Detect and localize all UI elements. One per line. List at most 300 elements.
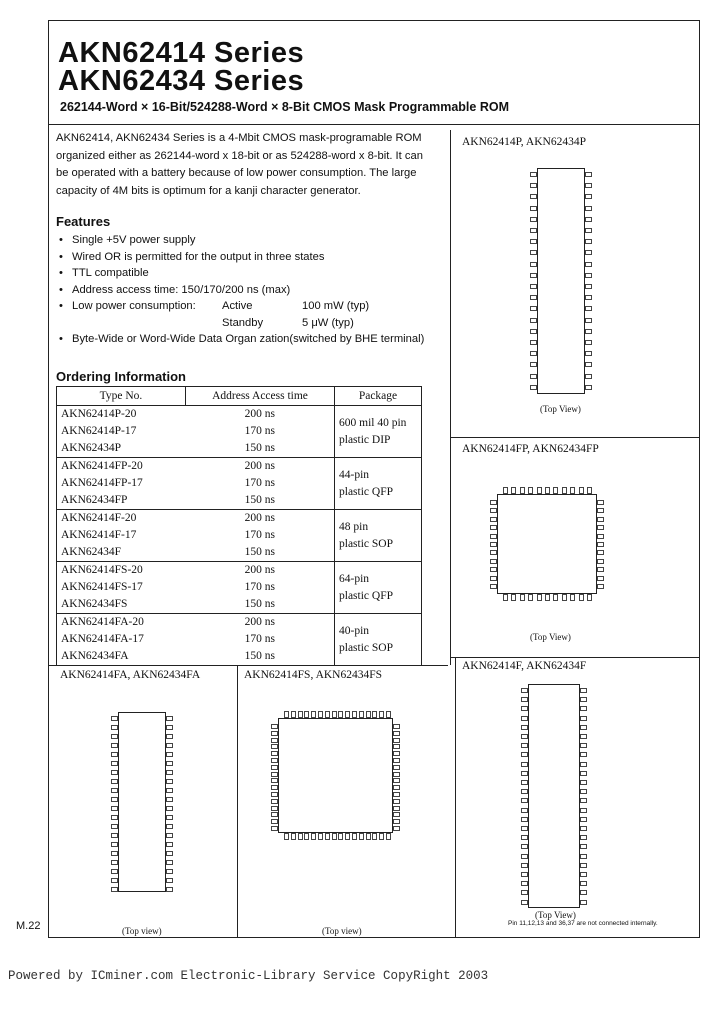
package-line: 48 pin: [339, 520, 369, 533]
header-rule: [48, 124, 700, 125]
type-no: AKN62414FA-17: [61, 633, 144, 645]
package-pin: [521, 697, 528, 702]
package-pin: [393, 826, 400, 831]
package-pin: [490, 559, 497, 564]
package-pin: [359, 833, 364, 840]
package-pin: [166, 869, 173, 874]
divider: [237, 665, 238, 938]
sop48-top-view: (Top View): [535, 910, 576, 920]
package-pin: [585, 172, 592, 177]
package-pin: [537, 594, 542, 601]
package-pin: [393, 806, 400, 811]
type-no: AKN62434FA: [61, 650, 129, 662]
package-pin: [597, 500, 604, 505]
table-row: [57, 562, 422, 614]
package-pin: [291, 833, 296, 840]
type-cell: [57, 510, 186, 562]
package-pin: [585, 351, 592, 356]
package-pin: [352, 711, 357, 718]
package-pin: [393, 765, 400, 770]
package-pin: [585, 306, 592, 311]
type-cell: [57, 458, 186, 510]
package-pin: [366, 833, 371, 840]
package-pin: [530, 284, 537, 289]
package-pin: [271, 738, 278, 743]
feature-item: • Wired OR is permitted for the output in three states: [59, 250, 325, 263]
package-pin: [580, 697, 587, 702]
package-pin: [338, 833, 343, 840]
package-pin: [311, 833, 316, 840]
access-time: 150 ns: [244, 650, 275, 662]
package-pin: [298, 711, 303, 718]
package-pin: [521, 854, 528, 859]
column-divider: [450, 130, 451, 665]
package-pin: [580, 817, 587, 822]
package-pin: [111, 815, 118, 820]
features-list: [56, 232, 436, 348]
package-pin: [271, 792, 278, 797]
qfp44-caption: AKN62414FP, AKN62434FP: [462, 443, 599, 455]
package-pin: [580, 900, 587, 905]
access-cell: [186, 406, 335, 458]
package-pin: [585, 228, 592, 233]
type-no: AKN62414FA-20: [61, 616, 144, 628]
package-pin: [580, 725, 587, 730]
package-pin: [597, 584, 604, 589]
access-time: 150 ns: [244, 546, 275, 558]
package-pin: [530, 228, 537, 233]
package-line: 44-pin: [339, 468, 370, 481]
package-pin: [597, 534, 604, 539]
package-pin: [585, 295, 592, 300]
sop48-note: Pin 11,12,13 and 36,37 are not connected internally.: [508, 920, 658, 927]
access-cell: [186, 614, 335, 666]
package-pin: [271, 724, 278, 729]
package-pin: [111, 833, 118, 838]
package-pin: [562, 487, 567, 494]
divider: [450, 657, 700, 658]
package-pin: [271, 772, 278, 777]
table-row: [57, 614, 422, 666]
feature-item: • TTL compatible: [59, 267, 149, 279]
package-pin: [393, 744, 400, 749]
package-pin: [580, 872, 587, 877]
package-pin: [332, 833, 337, 840]
package-pin: [393, 778, 400, 783]
package-pin: [580, 808, 587, 813]
type-cell: [57, 562, 186, 614]
package-pin: [166, 734, 173, 739]
package-pin: [490, 508, 497, 513]
package-pin: [580, 881, 587, 886]
package-pin: [521, 725, 528, 730]
package-pin: [511, 487, 516, 494]
table-row: [57, 406, 422, 458]
package-pin: [271, 819, 278, 824]
package-pin: [521, 688, 528, 693]
access-time: 200 ns: [244, 460, 275, 472]
package-pin: [379, 833, 384, 840]
package-pin: [490, 542, 497, 547]
package-pin: [490, 500, 497, 505]
package-pin: [585, 262, 592, 267]
package-pin: [530, 329, 537, 334]
table-header: [57, 387, 422, 406]
package-pin: [304, 833, 309, 840]
package-pin: [372, 711, 377, 718]
package-pin: [111, 725, 118, 730]
package-pin: [580, 734, 587, 739]
col-type: Type No.: [57, 387, 186, 406]
col-package: Package: [335, 387, 422, 406]
package-pin: [284, 833, 289, 840]
package-body: [497, 494, 597, 594]
package-pin: [580, 752, 587, 757]
qfp64-caption: AKN62414FS, AKN62434FS: [244, 669, 383, 681]
package-pin: [345, 833, 350, 840]
package-pin: [304, 711, 309, 718]
type-no: AKN62414F-17: [61, 529, 137, 541]
access-time: 150 ns: [244, 494, 275, 506]
package-pin: [530, 217, 537, 222]
table-row: [57, 458, 422, 510]
package-pin: [580, 688, 587, 693]
package-pin: [386, 711, 391, 718]
package-pin: [166, 752, 173, 757]
package-pin: [585, 239, 592, 244]
sop40-caption: AKN62414FA, AKN62434FA: [60, 669, 201, 681]
package-pin: [530, 262, 537, 267]
package-pin: [585, 250, 592, 255]
type-cell: [57, 406, 186, 458]
package-pin: [580, 716, 587, 721]
package-pin: [530, 172, 537, 177]
package-pin: [393, 819, 400, 824]
feature-item: • Byte-Wide or Word-Wide Data Organ zation(switched by BHE terminal): [59, 333, 425, 345]
package-pin: [553, 594, 558, 601]
package-pin: [271, 799, 278, 804]
package-body: [278, 718, 393, 833]
table-row: [57, 510, 422, 562]
footer: Powered by ICminer.com Electronic-Library Service CopyRight 2003: [8, 969, 489, 983]
package-pin: [521, 706, 528, 711]
package-line: 40-pin: [339, 624, 370, 637]
access-time: 170 ns: [244, 581, 275, 593]
package-pin: [597, 559, 604, 564]
package-pin: [111, 824, 118, 829]
package-pin: [166, 860, 173, 865]
type-cell: [57, 614, 186, 666]
package-pin: [490, 550, 497, 555]
package-pin: [521, 789, 528, 794]
access-time: 200 ns: [244, 512, 275, 524]
package-pin: [393, 792, 400, 797]
access-time: 200 ns: [244, 408, 275, 420]
package-pin: [393, 738, 400, 743]
package-pin: [166, 833, 173, 838]
package-pin: [521, 771, 528, 776]
package-pin: [585, 340, 592, 345]
package-pin: [393, 812, 400, 817]
package-pin: [111, 878, 118, 883]
package-pin: [530, 183, 537, 188]
type-no: AKN62414F-20: [61, 512, 137, 524]
package-pin: [580, 789, 587, 794]
package-pin: [545, 487, 550, 494]
package-pin: [545, 594, 550, 601]
package-pin: [338, 711, 343, 718]
package-pin: [597, 576, 604, 581]
package-pin: [111, 806, 118, 811]
package-pin: [521, 835, 528, 840]
type-no: AKN62414FP-17: [61, 477, 143, 489]
package-pin: [490, 576, 497, 581]
access-time: 150 ns: [244, 442, 275, 454]
package-pin: [111, 716, 118, 721]
package-pin: [325, 711, 330, 718]
package-pin: [530, 362, 537, 367]
package-pin: [166, 887, 173, 892]
ordering-heading: Ordering Information: [56, 369, 186, 384]
package-pin: [111, 734, 118, 739]
package-pin: [393, 758, 400, 763]
type-no: AKN62414FS-20: [61, 564, 143, 576]
package-pin: [530, 206, 537, 211]
package-pin: [490, 517, 497, 522]
package-cell: [335, 406, 422, 458]
package-pin: [166, 761, 173, 766]
package-pin: [530, 194, 537, 199]
package-pin: [587, 487, 592, 494]
package-pin: [585, 183, 592, 188]
divider: [450, 437, 700, 438]
type-no: AKN62414FS-17: [61, 581, 143, 593]
access-cell: [186, 510, 335, 562]
package-pin: [580, 826, 587, 831]
package-pin: [585, 362, 592, 367]
package-pin: [530, 273, 537, 278]
package-pin: [271, 731, 278, 736]
package-pin: [111, 788, 118, 793]
package-pin: [585, 284, 592, 289]
package-pin: [562, 594, 567, 601]
package-pin: [585, 318, 592, 323]
package-line: plastic SOP: [339, 537, 393, 550]
package-pin: [580, 863, 587, 868]
package-pin: [166, 779, 173, 784]
qfp44-top-view: (Top View): [530, 632, 571, 642]
package-pin: [537, 487, 542, 494]
package-cell: [335, 562, 422, 614]
package-pin: [166, 788, 173, 793]
package-pin: [359, 711, 364, 718]
access-time: 170 ns: [244, 529, 275, 541]
access-cell: [186, 458, 335, 510]
package-pin: [393, 731, 400, 736]
sop48-caption: AKN62414F, AKN62434F: [462, 660, 587, 672]
feature-item: • Single +5V power supply: [59, 234, 196, 246]
dip-caption: AKN62414P, AKN62434P: [462, 136, 586, 148]
package-pin: [528, 594, 533, 601]
package-pin: [166, 716, 173, 721]
package-pin: [530, 340, 537, 345]
package-pin: [111, 761, 118, 766]
package-pin: [166, 878, 173, 883]
package-pin: [325, 833, 330, 840]
subtitle: 262144-Word × 16-Bit/524288-Word × 8-Bit CMOS Mask Programmable ROM: [60, 100, 509, 114]
package-pin: [580, 762, 587, 767]
package-pin: [271, 751, 278, 756]
package-pin: [521, 900, 528, 905]
package-body: [537, 168, 585, 394]
package-pin: [111, 752, 118, 757]
package-body: [528, 684, 580, 908]
access-time: 200 ns: [244, 564, 275, 576]
access-time: 170 ns: [244, 425, 275, 437]
package-cell: [335, 458, 422, 510]
package-pin: [585, 374, 592, 379]
package-pin: [580, 780, 587, 785]
package-pin: [271, 812, 278, 817]
package-pin: [521, 743, 528, 748]
package-pin: [530, 306, 537, 311]
package-pin: [393, 799, 400, 804]
package-pin: [521, 734, 528, 739]
package-pin: [570, 594, 575, 601]
access-time: 200 ns: [244, 616, 275, 628]
page-number: M.22: [16, 920, 41, 932]
package-pin: [393, 751, 400, 756]
package-pin: [553, 487, 558, 494]
package-pin: [521, 752, 528, 757]
package-pin: [530, 318, 537, 323]
package-pin: [318, 833, 323, 840]
package-pin: [393, 772, 400, 777]
package-pin: [521, 798, 528, 803]
package-pin: [580, 771, 587, 776]
package-pin: [580, 844, 587, 849]
package-pin: [521, 808, 528, 813]
access-time: 150 ns: [244, 598, 275, 610]
package-pin: [580, 854, 587, 859]
package-pin: [585, 329, 592, 334]
package-pin: [521, 844, 528, 849]
package-pin: [332, 711, 337, 718]
package-pin: [521, 780, 528, 785]
package-pin: [298, 833, 303, 840]
package-pin: [393, 785, 400, 790]
package-pin: [530, 239, 537, 244]
package-pin: [503, 594, 508, 601]
package-pin: [379, 711, 384, 718]
package-pin: [530, 374, 537, 379]
package-pin: [111, 743, 118, 748]
title-line-2: AKN62434 Series: [58, 65, 305, 97]
type-no: AKN62434FP: [61, 494, 128, 506]
package-pin: [520, 487, 525, 494]
package-pin: [511, 594, 516, 601]
package-pin: [352, 833, 357, 840]
package-pin: [111, 869, 118, 874]
col-access: Address Access time: [186, 387, 335, 406]
package-pin: [271, 778, 278, 783]
package-pin: [521, 716, 528, 721]
package-pin: [111, 887, 118, 892]
package-pin: [490, 567, 497, 572]
description: AKN62414, AKN62434 Series is a 4-Mbit CMOS mask-programable ROM organized either as 262144-word x 18-bit or as 524288-word x 8-bit. It can be operated with a battery because of low power consumption. The large capacity of 4M bits is optimum for a kanji character generator.: [56, 132, 423, 197]
access-cell: [186, 562, 335, 614]
package-pin: [587, 594, 592, 601]
type-no: AKN62414P-17: [61, 425, 137, 437]
package-pin: [372, 833, 377, 840]
package-pin: [521, 890, 528, 895]
package-pin: [386, 833, 391, 840]
package-pin: [393, 724, 400, 729]
package-pin: [580, 743, 587, 748]
package-pin: [579, 594, 584, 601]
package-pin: [271, 744, 278, 749]
package-pin: [166, 815, 173, 820]
package-pin: [271, 758, 278, 763]
type-no: AKN62434FS: [61, 598, 128, 610]
package-pin: [166, 842, 173, 847]
package-pin: [366, 711, 371, 718]
package-pin: [597, 525, 604, 530]
divider: [48, 665, 448, 666]
package-pin: [490, 534, 497, 539]
type-no: AKN62434P: [61, 442, 122, 454]
package-line: 600 mil 40 pin: [339, 416, 407, 429]
package-pin: [111, 842, 118, 847]
type-no: AKN62414FP-20: [61, 460, 143, 472]
package-pin: [271, 785, 278, 790]
title-line-1: AKN62414 Series: [58, 37, 305, 69]
divider: [455, 657, 456, 938]
package-line: plastic QFP: [339, 485, 393, 498]
package-pin: [597, 567, 604, 572]
package-pin: [597, 517, 604, 522]
package-pin: [291, 711, 296, 718]
package-pin: [528, 487, 533, 494]
package-pin: [585, 194, 592, 199]
package-pin: [345, 711, 350, 718]
package-pin: [580, 835, 587, 840]
feature-item: • Address access time: 150/170/200 ns (max): [59, 283, 291, 296]
package-cell: [335, 614, 422, 666]
package-pin: [166, 806, 173, 811]
package-pin: [585, 273, 592, 278]
package-cell: [335, 510, 422, 562]
package-pin: [166, 851, 173, 856]
type-no: AKN62414P-20: [61, 408, 137, 420]
package-pin: [311, 711, 316, 718]
package-line: plastic DIP: [339, 433, 391, 446]
package-pin: [520, 594, 525, 601]
package-pin: [597, 508, 604, 513]
sop40-top-view: (Top view): [122, 926, 162, 936]
package-pin: [530, 385, 537, 390]
package-pin: [271, 765, 278, 770]
package-pin: [503, 487, 508, 494]
package-line: plastic QFP: [339, 589, 393, 602]
package-pin: [111, 770, 118, 775]
package-line: plastic SOP: [339, 641, 393, 654]
package-line: 64-pin: [339, 572, 370, 585]
package-pin: [530, 250, 537, 255]
package-pin: [530, 295, 537, 300]
package-pin: [490, 584, 497, 589]
package-pin: [580, 890, 587, 895]
